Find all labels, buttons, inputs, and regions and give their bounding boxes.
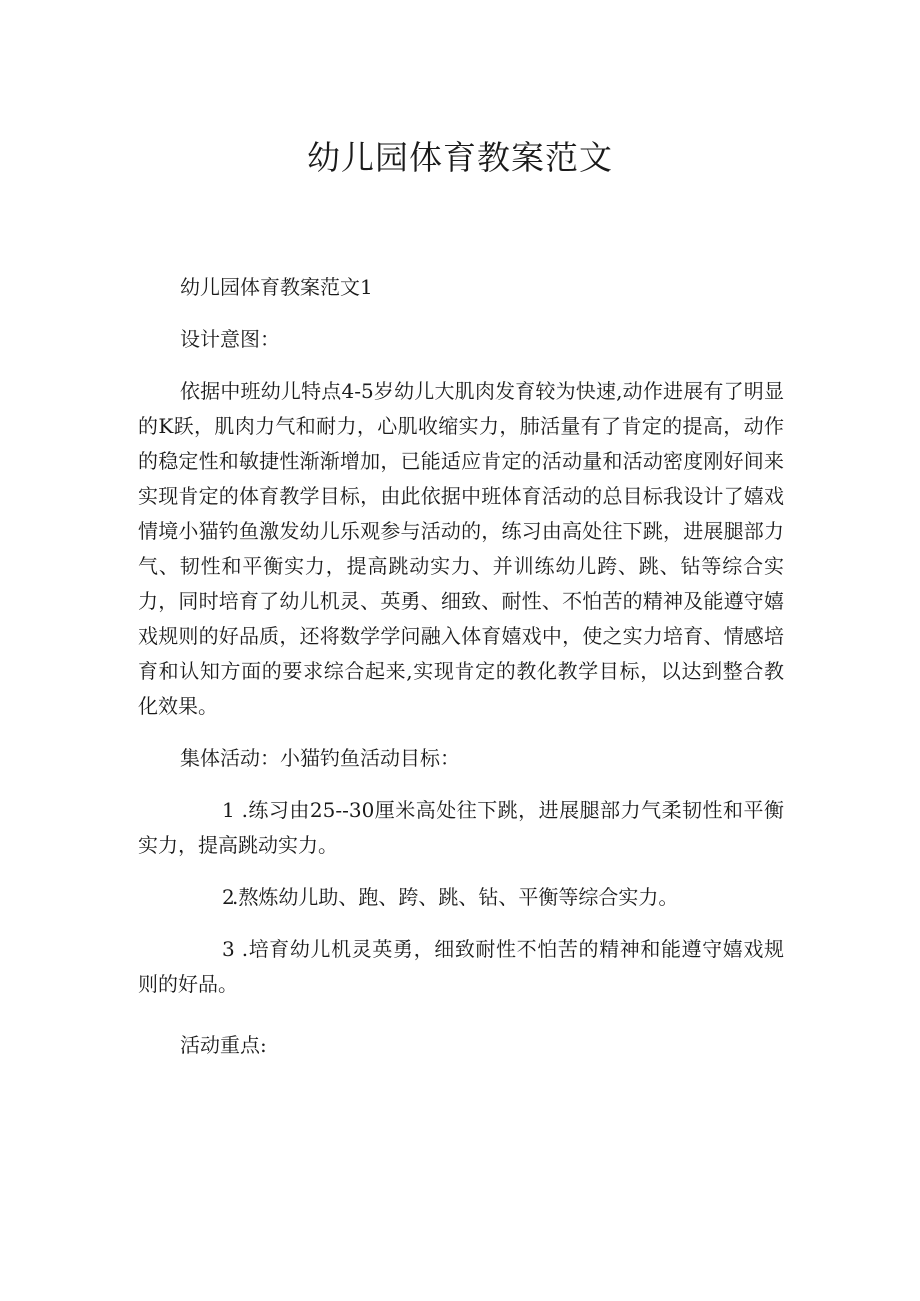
goal-item-3: [138, 932, 784, 1002]
section-heading: 幼儿园体育教案范文1: [180, 275, 373, 299]
design-intent-label: 设计意图：: [180, 327, 280, 351]
design-intent-paragraph: 依据中班幼儿特点4-5岁幼儿大肌肉发育较为快速,动作进展有了明显的K跃，肌肉力气和耐力，心肌收缩实力，肺活量有了肯定的提高，动作的稳定性和敏捷性渐渐增加，已能适应肯定的活动量和活动密度刚好间来实现肯定的体育教学目标，由此依据中班体育活动的总目标我设计了嬉戏情境小猫钓鱼激发幼儿乐观参与活动的，练习由高处往下跳，进展腿部力气、韧性和平衡实力，提高跳动实力、并训练幼儿跨、跳、钻等综合实力，同时培育了幼儿机灵、英勇、细致、耐性、不怕苦的精神及能遵守嬉戏规则的好品质，还将数学学问融入体育嬉戏中，使之实力培育、情感培育和认知方面的要求综合起来,实现肯定的教化教学目标，以达到整合教化效果。: [138, 379, 784, 718]
goal-item-2: [138, 880, 784, 915]
goal-number: 1: [222, 798, 235, 822]
document-title: 幼儿园体育教案范文: [307, 138, 613, 177]
goal-text: .培育幼儿机灵英勇，细致耐性不怕苦的精神和能遵守嬉戏规则的好品。: [138, 937, 785, 996]
document-body: [138, 270, 784, 1063]
goal-text: .练习由25--30厘米高处往下跳，进展腿部力气柔韧性和平衡实力，提高跳动实力。: [138, 798, 784, 857]
key-points-label: 活动重点:: [180, 1033, 267, 1057]
goal-number: 3: [222, 937, 235, 961]
goal-number: 2: [222, 885, 235, 909]
activity-heading: 集体活动：小猫钓鱼活动目标：: [180, 746, 460, 770]
goal-item-1: [138, 793, 784, 863]
goal-text: .熬炼幼儿助、跑、跨、跳、钻、平衡等综合实力。: [232, 885, 679, 909]
